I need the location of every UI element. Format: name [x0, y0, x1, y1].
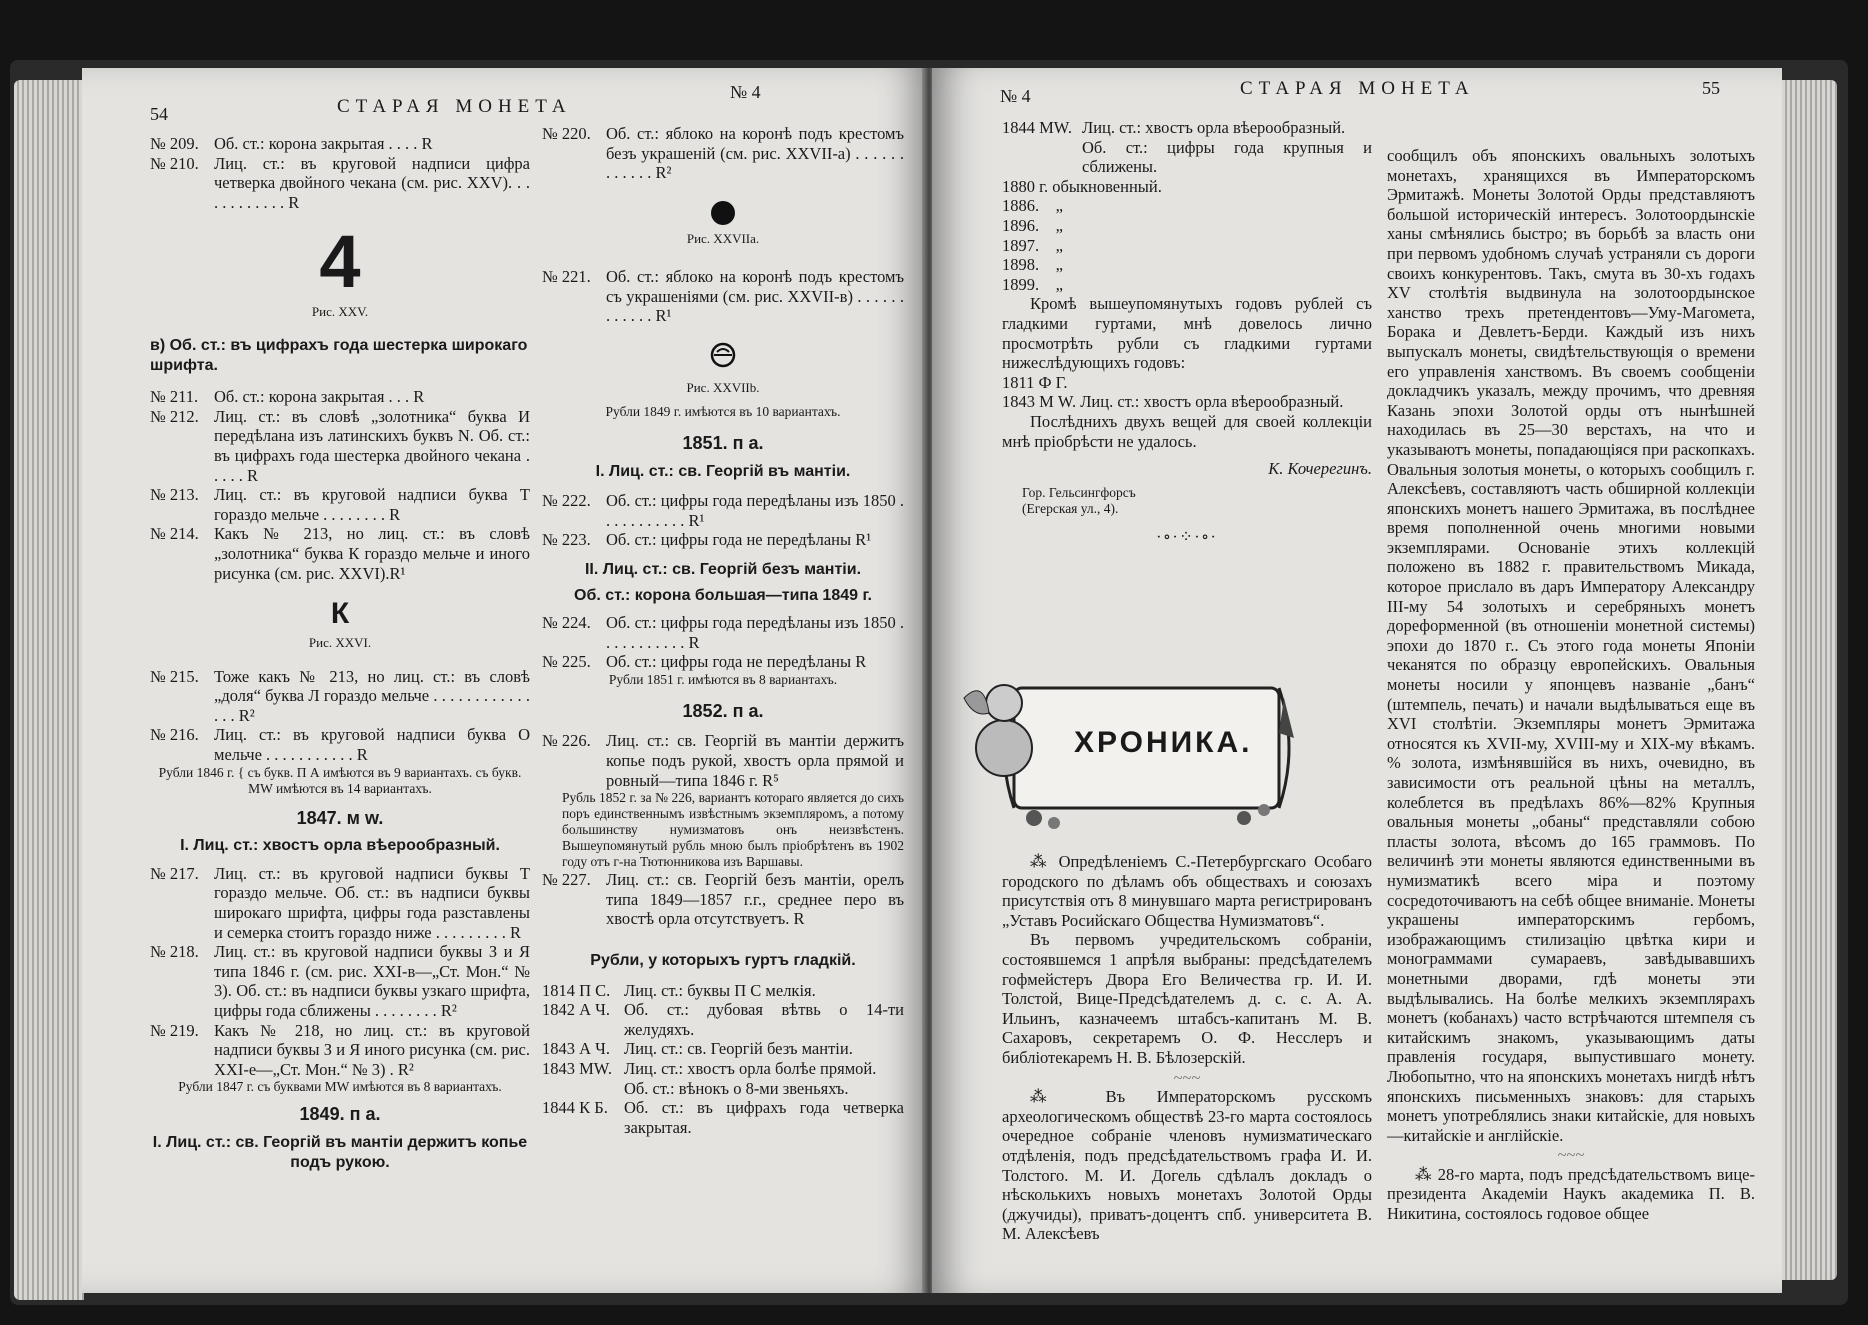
page-number: 54	[150, 104, 168, 124]
paragraph: Кромѣ вышеупомянутыхъ годовъ рублей съ гладкими гуртами, мнѣ довелось лично просмотрѣть рубли съ гладкими гуртами нижеслѣдующихъ годовъ:	[1002, 294, 1372, 373]
smooth-edge-entry: 1843 MW. Лиц. ст.: хвостъ орла болѣе прямой.	[542, 1059, 877, 1078]
catalog-entry: № 209. Об. ст.: корона закрытая . . . . R	[150, 134, 433, 153]
smooth-edge-entry: 1843 А Ч. Лиц. ст.: св. Георгій безъ мантіи.	[542, 1039, 853, 1059]
left-page	[82, 68, 928, 1293]
chronicle-title: ХРОНИКА.	[1074, 726, 1253, 759]
variant-note: Рубли 1846 г. { съ букв. П А имѣются въ 9 вариантахъ. съ букв. MW имѣются въ 14 вариантахъ.	[158, 764, 522, 796]
year-line: 1896. „	[1002, 215, 1063, 235]
year-line: 1886. „	[1002, 196, 1063, 216]
chronicle-banner	[944, 658, 1319, 838]
year-line: 1897. „	[1002, 235, 1063, 255]
running-title: СТАРАЯ МОНЕТА	[337, 96, 572, 117]
section-heading: в) Об. ст.: въ цифрахъ года шестерка широкаго шрифта.	[150, 336, 528, 374]
figure-27b-coin	[542, 342, 904, 373]
catalog-entry: № 216. Лиц. ст.: въ круговой надписи буква О мельче . . . . . . . . . . . R	[150, 725, 530, 765]
catalog-entry: № 225. Об. ст.: цифры года не передѣланы R	[542, 652, 867, 672]
section-heading: I. Лиц. ст.: св. Георгій въ мантіи.	[595, 462, 851, 480]
catalog-entry: № 222. Об. ст.: цифры года передѣланы изъ 1850 . . . . . . . . . . . R¹	[542, 491, 904, 530]
figure-25-glyph: 4	[319, 220, 361, 304]
section-heading: Об. ст.: корона большая—типа 1849 г.	[574, 586, 872, 604]
ornament-divider: ∙∘∙⁘∙∘∙	[1156, 526, 1218, 546]
chronicle-item: ⁂ Опредѣленіемъ С.-Петербургскаго Особаго городского по дѣламъ объ обществахъ и союзахъ присутствія отъ 8 минувшаго марта регистрированъ „Уставъ Росийскаго Общества Нумизматовъ“.	[1002, 852, 1372, 930]
left-column-2	[542, 124, 904, 1137]
left-column-1	[150, 134, 530, 1172]
catalog-entry: № 215. Тоже какъ № 213, но лиц. ст.: въ словѣ „доля“ буква Л гораздо мельче . . . . . . . . . . . . . . . R²	[150, 666, 530, 725]
issue-number: № 4	[1000, 86, 1031, 106]
catalog-entry: № 213. Лиц. ст.: въ круговой надписи буква Т гораздо мельче . . . . . . . . R	[150, 485, 530, 524]
catalog-entry: № 212. Лиц. ст.: въ словѣ „золотника“ буква И передѣлана изъ латинскихъ буквъ N. Об. ст.: въ цифрахъ года шестерка двойного чекана . . . . . R	[150, 406, 530, 485]
section-heading: II. Лиц. ст.: св. Георгій безъ мантіи.	[584, 560, 862, 578]
chronicle-column	[1002, 852, 1372, 1244]
page-edges-left	[14, 80, 84, 1300]
variant-note: Рубли 1851 г. имѣются въ 8 вариантахъ.	[608, 671, 838, 687]
section-heading: I. Лиц. ст.: хвостъ орла вѣерообразный.	[180, 837, 500, 855]
figure-26-glyph: К	[330, 597, 350, 631]
catalog-entry: № 210. Лиц. ст.: въ круговой надписи цифра четверка двойного чекана (см. рис. XXV). . . . . . . . . . . . R	[150, 153, 530, 212]
chronicle-item: Въ первомъ учредительскомъ собраніи, состоявшемся 1 апрѣля выбраны: предсѣдателемъ гофмейстеръ Двора Его Величества гр. И. И. Толстой, Вице-Предсѣдателемъ д. с. с. А. А. Ильинъ, казначеемъ штабсъ-капитанъ М. В. Сахаровъ, секретаремъ О. Ф. Несслеръ и библіотекаремъ Н. В. Бѣлозерскій.	[1002, 930, 1372, 1067]
year-line: 1843 М W. Лиц. ст.: хвостъ орла вѣерообразный.	[1002, 392, 1344, 412]
figure-caption: Рис. XXV.	[311, 304, 369, 320]
year-line: 1898. „	[1002, 255, 1063, 275]
chronicle-item: ⁂ 28-го марта, подъ предсѣдательствомъ вице-президента Академіи Наукъ академика П. В. Никитина, состоялось годовое общее	[1387, 1164, 1755, 1224]
catalog-entry: № 221. Об. ст.: яблоко на коронѣ подъ крестомъ съ украшеніями (см. рис. XXVII-в) . . . . . . . . . . . . R¹	[542, 266, 904, 326]
smooth-edge-entry: 1814 П С. Лиц. ст.: буквы П С мелкія.	[542, 980, 816, 1000]
catalog-entry: № 223. Об. ст.: цифры года не передѣланы R¹	[542, 530, 872, 550]
author-address: Гор. Гельсингфорсъ (Егерская ул., 4).	[1022, 484, 1136, 516]
catalog-entry: № 218. Лиц. ст.: въ круговой надписи буквы З и Я типа 1846 г. (см. рис. XXI-в—„Ст. Мон.“ № 3). Об. ст.: въ надписи буквы узкаго шрифта, цифры года сближены . . . . . . . . R²	[150, 942, 530, 1020]
catalog-entry: № 219. Какъ № 218, но лиц. ст.: въ круговой надписи буквы З и Я иного рисунка (см. рис. XXI-е—„Ст. Мон.“ № 3) . R²	[150, 1020, 530, 1079]
catalog-entry: № 211. Об. ст.: корона закрытая . . . R	[150, 387, 425, 407]
figure-27a-coin	[542, 201, 904, 230]
figure-caption: Рис. XXVIIа.	[686, 231, 760, 247]
smooth-edge-entry: 1844 К Б. Об. ст.: въ цифрахъ года четверка закрытая.	[542, 1098, 904, 1137]
right-page	[932, 68, 1782, 1293]
year-line: 1899. „	[1002, 274, 1063, 294]
section-heading: Рубли, у которыхъ гуртъ гладкій.	[590, 952, 856, 970]
year-line: 1880 г. обыкновенный.	[1002, 176, 1162, 196]
catalog-entry: № 227. Лиц. ст.: св. Георгій безъ мантіи, орелъ типа 1849—1857 г.г., среднее перо въ хвостѣ орла отсутствуетъ. R	[542, 870, 904, 929]
author-signature: К. Кочерегинъ.	[1268, 459, 1372, 479]
catalog-entry: № 226. Лиц. ст.: св. Георгій въ мантіи держитъ копье подъ рукой, хвостъ орла прямой и ровный—типа 1846 г. R⁵	[542, 731, 904, 790]
ornament-icon: ⁂	[1030, 1087, 1106, 1107]
paragraph: Послѣднихъ двухъ вещей для своей коллекціи мнѣ пріобрѣсти не удалось.	[1002, 411, 1372, 451]
footnote: Рубль 1852 г. за № 226, вариантъ котораго является до сихъ поръ единственнымъ извѣстнымъ экземпляромъ, а потому большинству нумизматовъ онъ неизвѣстенъ. Вышеупомянутый рубль мною былъ пріобрѣтенъ въ 1902 году отъ г-на Тютюнникова изъ Варшавы.	[562, 790, 904, 870]
variant-note: Рубли 1847 г. съ буквами MW имѣются въ 8 вариантахъ.	[178, 1079, 502, 1095]
figure-caption: Рис. XXVIIb.	[686, 380, 760, 396]
page-number: 55	[1702, 78, 1720, 98]
paragraph: сообщилъ объ японскихъ овальныхъ золотыхъ монетахъ, хранящихся въ Императорскомъ Эрмитажѣ. Монеты Золотой Орды представляютъ большой историческій интересъ. Золотоордынскіе ханы смѣнялись быстро; въ борьбѣ за власть они при первомъ удобномъ случаѣ устраняли съ дороги своихъ конкурентовъ. Такъ, смута въ 30-хъ годахъ XV столѣтія выдвинула на золотоордынское ханство трехъ претендентовъ—Уму-Магомета, Борака и Девлетъ-Берди. Каждый изъ нихъ выпускалъ монеты, свидѣтельствующія о времени его управленія ханствомъ. Въ своемъ сообщеніи докладчикъ указалъ, между прочимъ, что древняя Казань эпохи Золотой орды отъ нынѣшней находилась въ 25—30 верстахъ, на что и указываютъ монеты, попадающіяся при раскопкахъ. Овальныя золотыя монеты, о которыхъ сообщилъ г. Алексѣевъ, составляютъ часть обширной коллекціи японскихъ монетъ нашего Эрмитажа, въ послѣднее время пополненной очень многими новыми экземплярами. Основаніе этихъ коллекцій положено въ 1882 г. правительствомъ Микада, которое прислало въ даръ Императору Александру III-му 54 золотыхъ и серебряныхъ монетъ дореформенной (въ отношеніи монетной системы) эпохи до 1870 г.. Съ этого года монеты Японіи чеканятся по образцу европейскихъ. Овальныя монеты носили у японцевъ названіе „банъ“ (штемпель, печать) и начали выдѣлываться еще въ XVI столѣтіи. Экземпляры монетъ Эрмитажа относятся къ XVII-му, XVIII-му и XIX-му вѣкамъ. % золота, измѣнявшійся въ нихъ, очевидно, въ зависимости отъ реальной цѣны на металлъ, колеблется въ предѣлахъ 86%—82% Крупныя овальныя монеты „обаны“ представляли собою пласты золота, вѣсомъ до 165 граммовъ. По величинѣ эти монеты являются единственными въ нумизматикѣ всего міра и поэтому сосредоточиваютъ на себѣ общее вниманіе. Монеты украшены императорскимъ гербомъ, изображающимъ стилизацію цвѣтка кири и монограммами сумараевъ, завѣдывавшихъ монетными дворами, гдѣ монеты эти выдѣлывались. На болѣе мелкихъ экземплярахъ монетъ (кобанахъ) часто встрѣчаются штемпеля съ китайскимъ знакомъ, указывающимъ даты правленія государя, выпустившаго монету. Любопытно, что на японскихъ монетахъ нигдѣ нѣтъ японскихъ письменныхъ знаковъ: для старыхъ монетъ употреблялись знаки китайскіе, для новыхъ—китайскіе и англійскіе.	[1387, 146, 1755, 1145]
catalog-entry: № 224. Об. ст.: цифры года передѣланы изъ 1850 . . . . . . . . . . . R	[542, 613, 904, 652]
section-heading: I. Лиц. ст.: св. Георгій въ мантіи держитъ копье подъ рукою.	[152, 1133, 528, 1171]
ornament-icon: ⁂	[1415, 1164, 1438, 1184]
smooth-edge-entry: 1842 А Ч. Об. ст.: дубовая вѣтвь о 14-ти желудяхъ.	[542, 1000, 904, 1039]
year-heading: 1852. п а.	[682, 700, 764, 721]
year-heading: 1847. м w.	[296, 807, 384, 828]
right-column-1	[1002, 118, 1372, 546]
smooth-edge-entry: Об. ст.: цифры года крупныя и сближены.	[1082, 137, 1372, 177]
year-line: 1811 Ф Г.	[1002, 372, 1068, 392]
year-heading: 1851. п а.	[682, 432, 764, 453]
smooth-edge-entry: 1844 MW. Лиц. ст.: хвостъ орла вѣерообразный.	[1002, 118, 1346, 137]
catalog-entry: № 217. Лиц. ст.: въ круговой надписи буквы Т гораздо мельче. Об. ст.: въ надписи буквы широкаго шрифта, цифры года разставлены и семерка стоитъ гораздо ниже . . . . . . . . . R	[150, 863, 530, 942]
divider: ~~~	[1557, 1145, 1585, 1165]
smooth-edge-entry: Об. ст.: вѣнокъ о 8-ми звеньяхъ.	[624, 1078, 849, 1098]
year-heading: 1849. п а.	[299, 1104, 381, 1125]
ornament-icon: ⁂	[1030, 852, 1059, 871]
page-edges-right	[1775, 80, 1837, 1280]
catalog-entry: № 214. Какъ № 213, но лиц. ст.: въ словѣ „золотника“ буква К гораздо мельче и иного рисунка (см. рис. XXVI).R¹	[150, 524, 530, 583]
issue-number: № 4	[730, 82, 761, 102]
right-column-2	[1387, 146, 1755, 1224]
catalog-entry: № 220. Об. ст.: яблоко на коронѣ подъ крестомъ безъ украшеній (см. рис. XXVII-а) . . . . . . . . . . . . R²	[542, 124, 904, 183]
divider: ~~~	[1173, 1067, 1201, 1087]
chronicle-item: ⁂ Въ Императорскомъ русскомъ археологическомъ обществѣ 23-го марта состоялось очередное собраніе членовъ нумизматическаго отдѣленія, подъ предсѣдательствомъ графа И. И. Толстого. М. И. Догель сдѣлалъ докладъ о нѣсколькихъ новыхъ монетахъ Золотой Орды (джучиды), приватъ-доцентъ спб. университета В. М. Алексѣевъ	[1002, 1087, 1372, 1244]
figure-caption: Рис. XXVI.	[308, 635, 372, 651]
variant-note: Рубли 1849 г. имѣются въ 10 вариантахъ.	[605, 403, 841, 419]
running-title: СТАРАЯ МОНЕТА	[1240, 78, 1475, 99]
